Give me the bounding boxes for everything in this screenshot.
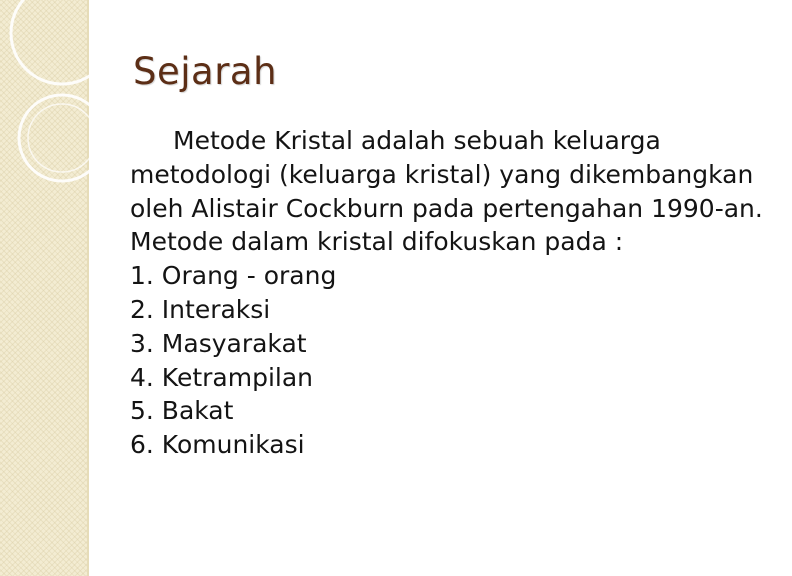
list-item: 2. Interaksi xyxy=(130,294,271,324)
list-item: 4. Ketrampilan xyxy=(130,362,314,392)
slide-title: Sejarah xyxy=(133,50,278,93)
list-item: 6. Komunikasi xyxy=(130,430,305,460)
list-item: 5. Bakat xyxy=(130,396,234,426)
focus-list xyxy=(130,259,770,462)
list-item: 3. Masyarakat xyxy=(130,328,307,358)
decorative-circles xyxy=(0,0,140,200)
slide-body xyxy=(130,124,770,462)
intro-paragraph: Metode Kristal adalah sebuah keluarga metodologi (keluarga kristal) yang dikembangkan oleh Alistair Cockburn pada pertengahan 1990-an. xyxy=(130,126,763,223)
lead-sentence: Metode dalam kristal difokuskan pada : xyxy=(130,227,624,257)
list-item: 1. Orang - orang xyxy=(130,261,337,291)
